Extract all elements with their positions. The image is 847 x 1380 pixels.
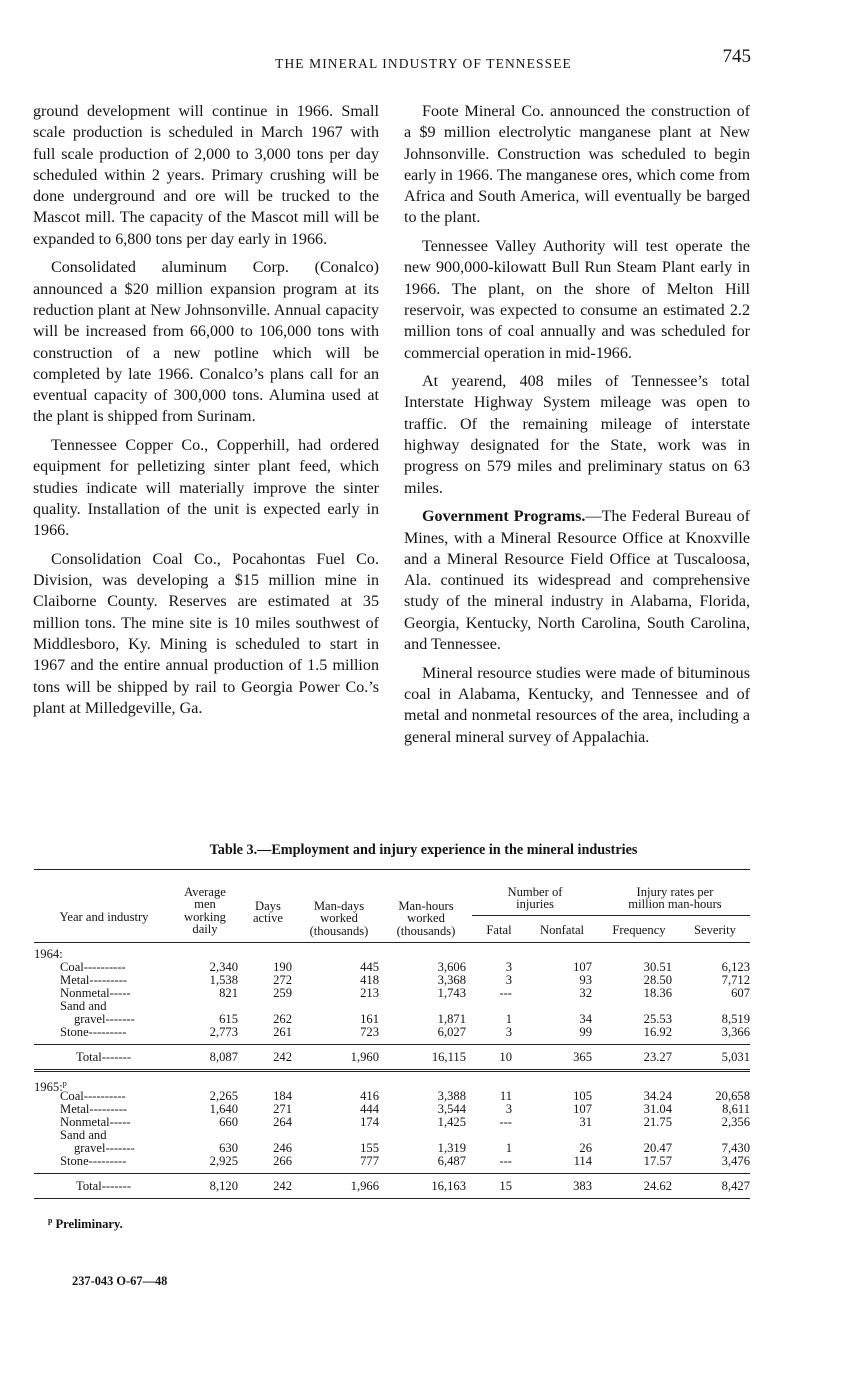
table-cell-sev: 607 bbox=[731, 986, 750, 1000]
header-average-men: Average men working daily bbox=[184, 885, 226, 937]
table-cell-fatal: 1 bbox=[505, 1012, 512, 1026]
table-cell-mandays: 1,960 bbox=[350, 1050, 379, 1064]
table-cell-men: 821 bbox=[219, 986, 238, 1000]
table-cell-fatal: 3 bbox=[505, 973, 512, 987]
table-cell-men: 2,925 bbox=[209, 1154, 238, 1168]
table-cell-sev: 3,476 bbox=[721, 1154, 750, 1168]
table-cell-mandays: 723 bbox=[360, 1025, 379, 1039]
table-cell-nonfatal: 383 bbox=[573, 1179, 592, 1193]
table-cell-men: 1,538 bbox=[209, 973, 238, 987]
table-top-rule bbox=[34, 869, 750, 870]
header-nonfatal: Nonfatal bbox=[539, 923, 585, 937]
table-cell-men: 2,773 bbox=[209, 1025, 238, 1039]
table-cell-manhours: 3,544 bbox=[437, 1102, 466, 1116]
table-cell-nonfatal: 31 bbox=[579, 1115, 592, 1129]
table-cell-fatal: 3 bbox=[505, 1102, 512, 1116]
header-injury-rates: Injury rates per million man-hours bbox=[628, 885, 722, 912]
table-cell-nonfatal: 34 bbox=[579, 1012, 592, 1026]
table-cell-fatal: 11 bbox=[499, 1089, 512, 1103]
total-rule bbox=[34, 1173, 750, 1174]
table-cell-days: 261 bbox=[273, 1025, 292, 1039]
table-cell-men: 630 bbox=[219, 1141, 238, 1155]
table-cell-manhours: 3,606 bbox=[437, 960, 466, 974]
page-header bbox=[0, 46, 847, 76]
table-cell-men: 2,265 bbox=[209, 1089, 238, 1103]
row-label: Stone--------- bbox=[60, 1025, 127, 1039]
table-cell-manhours: 6,027 bbox=[437, 1025, 466, 1039]
table-cell-fatal: 3 bbox=[505, 1025, 512, 1039]
paragraph: Tennessee Copper Co., Copperhill, had ordered equipment for pelletizing sinter plant feed, which studies indicate will materially improve the sinter quality. Installation of the unit is expected early in 1966. bbox=[33, 437, 379, 540]
table-cell-nonfatal: 107 bbox=[573, 1102, 592, 1116]
row-label: gravel------- bbox=[74, 1012, 135, 1026]
row-label: Sand and bbox=[60, 999, 107, 1013]
table-cell-manhours: 6,487 bbox=[437, 1154, 466, 1168]
preliminary-mark: p bbox=[62, 1079, 67, 1088]
table-cell-sev: 7,712 bbox=[721, 973, 750, 987]
table-cell-men: 615 bbox=[219, 1012, 238, 1026]
print-code: 237-043 O-67—48 bbox=[72, 1274, 168, 1288]
table-cell-fatal: --- bbox=[499, 1154, 512, 1168]
table-cell-manhours: 1,319 bbox=[437, 1141, 466, 1155]
table-cell-mandays: 155 bbox=[360, 1141, 379, 1155]
row-label: Total------- bbox=[76, 1179, 132, 1193]
paragraph: Tennessee Valley Authority will test operate the new 900,000-kilowatt Bull Run Steam Plant early in 1966. The plant, on the shore of Melton Hill reservoir, was expected to consume an estimated 2.2 million tons of coal annually and was scheduled for commercial operation in mid-1966. bbox=[404, 238, 750, 362]
table-cell-men: 8,120 bbox=[209, 1179, 238, 1193]
table-cell-fatal: 15 bbox=[499, 1179, 512, 1193]
table-cell-freq: 31.04 bbox=[643, 1102, 672, 1116]
footnote-mark: p bbox=[48, 1216, 53, 1225]
table-cell-manhours: 3,368 bbox=[437, 973, 466, 987]
table-cell-nonfatal: 99 bbox=[579, 1025, 592, 1039]
table-cell-sev: 8,427 bbox=[721, 1179, 750, 1193]
paragraph: Consolidation Coal Co., Pocahontas Fuel Co. Division, was developing a $15 million mine in Claiborne County. Reserves are estimated at 35 million tons. The mine site is 10 miles southwest of Middlesboro, Ky. Mining is scheduled to start in 1967 and the entire annual production of 1.5 million tons will be shipped by rail to Georgia Power Co.’s plant at Milledgeville, Ga. bbox=[33, 550, 379, 717]
table-cell-mandays: 174 bbox=[360, 1115, 379, 1129]
table-cell-days: 259 bbox=[273, 986, 292, 1000]
row-label: Sand and bbox=[60, 1128, 107, 1142]
table-cell-freq: 21.75 bbox=[643, 1115, 672, 1129]
table-title: Table 3.—Employment and injury experience in the mineral industries bbox=[209, 842, 638, 858]
running-title: THE MINERAL INDUSTRY OF TENNESSEE bbox=[275, 56, 572, 71]
header-fatal: Fatal bbox=[486, 923, 512, 937]
paragraph: Foote Mineral Co. announced the construction of a $9 million electrolytic manganese plant at New Johnsonville. Construction was scheduled to begin early in 1966. The manganese ores, which come from Africa and South America, will eventually be barged to the plant. bbox=[404, 103, 750, 227]
table-cell-freq: 25.53 bbox=[643, 1012, 672, 1026]
table-cell-manhours: 3,388 bbox=[437, 1089, 466, 1103]
paragraph: At yearend, 408 miles of Tennessee’s total Interstate Highway System mileage was open to traffic. Of the remaining mileage of interstate highway designated for the State, work was in progress on 579 miles and preliminary status on 63 miles. bbox=[404, 373, 750, 497]
table-cell-nonfatal: 32 bbox=[579, 986, 592, 1000]
gov-programs-heading: Government Programs. bbox=[422, 508, 586, 526]
gov-programs-paragraph bbox=[404, 506, 750, 655]
row-label: Coal---------- bbox=[60, 960, 126, 974]
gov-programs-text: —The Federal Bureau of Mines, with a Mineral Resource Office at Knoxville and a Mineral Resource Field Office at Tuscaloosa, Ala. continued its widespread and comprehensive study of the mineral industry in Alabama, Florida, Georgia, Kentucky, North Carolina, South Carolina, and Tennessee. bbox=[404, 508, 750, 654]
row-label: Stone--------- bbox=[60, 1154, 127, 1168]
table-cell-days: 242 bbox=[273, 1179, 292, 1193]
table-cell-days: 190 bbox=[273, 960, 292, 974]
header-man-hours: Man-hours worked (thousands) bbox=[396, 899, 456, 938]
table-cell-sev: 8,611 bbox=[722, 1102, 750, 1116]
table-cell-manhours: 1,743 bbox=[437, 986, 466, 1000]
row-label: Nonmetal----- bbox=[60, 1115, 131, 1129]
table-cell-freq: 30.51 bbox=[643, 960, 672, 974]
table-cell-fatal: 3 bbox=[505, 960, 512, 974]
table-cell-men: 2,340 bbox=[209, 960, 238, 974]
table-cell-fatal: 1 bbox=[505, 1141, 512, 1155]
paragraph: Consolidated aluminum Corp. (Conalco) announced a $20 million expansion program at its reduction plant at New Johnsonville. Annual capacity will be increased from 66,000 to 106,000 tons with construction of a new potline which will be completed by late 1966. Conalco’s plans call for an eventual capacity of 300,000 tons. Alumina used at the plant is shipped from Surinam. bbox=[33, 259, 379, 426]
table-cell-manhours: 1,425 bbox=[437, 1115, 466, 1129]
header-man-days: Man-days worked (thousands) bbox=[309, 899, 369, 938]
footnote bbox=[48, 1216, 123, 1232]
footnote-text: Preliminary. bbox=[55, 1217, 123, 1232]
right-column bbox=[404, 101, 750, 755]
table-bottom-rule bbox=[34, 1198, 750, 1199]
table-cell-mandays: 1,966 bbox=[350, 1179, 379, 1193]
paragraph: Mineral resource studies were made of bituminous coal in Alabama, Kentucky, and Tennessee and of metal and nonmetal resources of the area, including a general mineral survey of Appalachia. bbox=[404, 664, 750, 746]
table-cell-nonfatal: 107 bbox=[573, 960, 592, 974]
table-cell-freq: 17.57 bbox=[643, 1154, 672, 1168]
row-label: Coal---------- bbox=[60, 1089, 126, 1103]
table-cell-days: 242 bbox=[273, 1050, 292, 1064]
table-cell-fatal: --- bbox=[499, 1115, 512, 1129]
table-cell-nonfatal: 26 bbox=[579, 1141, 592, 1155]
row-label: gravel------- bbox=[74, 1141, 135, 1155]
table-cell-men: 1,640 bbox=[209, 1102, 238, 1116]
table-cell-manhours: 1,871 bbox=[437, 1012, 466, 1026]
table-cell-sev: 2,356 bbox=[721, 1115, 750, 1129]
header-group-rule bbox=[472, 915, 750, 916]
table-cell-sev: 20,658 bbox=[715, 1089, 750, 1103]
table-cell-days: 262 bbox=[273, 1012, 292, 1026]
table-cell-days: 246 bbox=[273, 1141, 292, 1155]
table-cell-fatal: 10 bbox=[499, 1050, 512, 1064]
header-frequency: Frequency bbox=[612, 923, 666, 937]
table-cell-days: 272 bbox=[273, 973, 292, 987]
table-cell-days: 184 bbox=[273, 1089, 292, 1103]
table-cell-days: 264 bbox=[273, 1115, 292, 1129]
year-label: 1964: bbox=[34, 947, 63, 961]
table-cell-sev: 6,123 bbox=[721, 960, 750, 974]
table-cell-sev: 8,519 bbox=[721, 1012, 750, 1026]
header-bottom-rule bbox=[34, 942, 750, 943]
table-cell-mandays: 418 bbox=[360, 973, 379, 987]
row-label: Nonmetal----- bbox=[60, 986, 131, 1000]
header-severity: Severity bbox=[694, 923, 736, 937]
table-cell-freq: 23.27 bbox=[643, 1050, 672, 1064]
table-cell-mandays: 777 bbox=[360, 1154, 379, 1168]
table-cell-sev: 3,366 bbox=[721, 1025, 750, 1039]
table-cell-manhours: 16,115 bbox=[431, 1050, 466, 1064]
table-cell-nonfatal: 365 bbox=[573, 1050, 592, 1064]
table-cell-nonfatal: 93 bbox=[579, 973, 592, 987]
row-label: Metal--------- bbox=[60, 1102, 128, 1116]
row-label: Metal--------- bbox=[60, 973, 128, 987]
table-cell-freq: 34.24 bbox=[643, 1089, 672, 1103]
year-label: 1965:$^p$ bbox=[34, 1079, 67, 1095]
header-days-active: Days active bbox=[252, 899, 284, 926]
table-cell-mandays: 213 bbox=[360, 986, 379, 1000]
table-cell-freq: 28.50 bbox=[643, 973, 672, 987]
table-cell-manhours: 16,163 bbox=[431, 1179, 466, 1193]
table-cell-freq: 20.47 bbox=[643, 1141, 672, 1155]
header-number-injuries: Number of injuries bbox=[507, 885, 563, 912]
table-cell-freq: 16.92 bbox=[643, 1025, 672, 1039]
table-cell-nonfatal: 105 bbox=[573, 1089, 592, 1103]
table-cell-freq: 24.62 bbox=[643, 1179, 672, 1193]
paragraph: ground development will continue in 1966. Small scale production is scheduled in March 1967 with full scale production of 2,000 to 3,000 tons per day scheduled within 2 years. Primary crushing will be done underground and ore will be trucked to the Mascot mill. The capacity of the Mascot mill will be expanded to 6,800 tons per day early in 1966. bbox=[33, 103, 379, 248]
total-rule bbox=[34, 1044, 750, 1045]
table-cell-days: 271 bbox=[273, 1102, 292, 1116]
section-double-rule bbox=[34, 1069, 750, 1072]
row-label: Total------- bbox=[76, 1050, 132, 1064]
table-cell-mandays: 445 bbox=[360, 960, 379, 974]
table-cell-sev: 5,031 bbox=[721, 1050, 750, 1064]
table-cell-men: 8,087 bbox=[209, 1050, 238, 1064]
page-number: 745 bbox=[722, 46, 751, 67]
header-year-industry: Year and industry bbox=[59, 910, 149, 924]
table-cell-mandays: 161 bbox=[360, 1012, 379, 1026]
table-cell-sev: 7,430 bbox=[721, 1141, 750, 1155]
table-cell-fatal: --- bbox=[499, 986, 512, 1000]
left-column bbox=[33, 101, 379, 727]
table-cell-freq: 18.36 bbox=[643, 986, 672, 1000]
table-cell-days: 266 bbox=[273, 1154, 292, 1168]
table-cell-men: 660 bbox=[219, 1115, 238, 1129]
table-cell-mandays: 416 bbox=[360, 1089, 379, 1103]
table-cell-mandays: 444 bbox=[360, 1102, 379, 1116]
table-cell-nonfatal: 114 bbox=[573, 1154, 592, 1168]
